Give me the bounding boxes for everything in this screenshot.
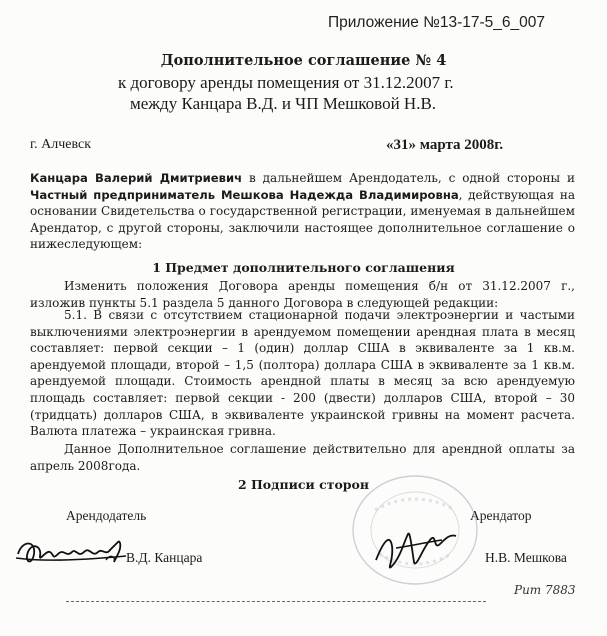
preamble-text-part2: , действующая на основании Свидетельства о государственной регистрации, именуемая в дальнейшем Арендатор, с другой стороны, заключили настоящее дополнительное соглашение о нижеследующем: [30,187,575,252]
preamble-text-part1: в дальнейшем Арендодатель, с одной стороны и [242,171,575,185]
section1-heading: 1 Предмет дополнительного соглашения [152,260,455,275]
document-subtitle-line1: к договору аренды помещения от 31.12.2007 г. [118,73,454,92]
section1-intro-paragraph: Изменить положения Договора аренды помещения б/н от 31.12.2007 г., изложив пункты 5.1 раздела 5 данного Договора в следующей редакции: [30,279,575,310]
landlord-signature-image [14,532,134,572]
landlord-label: Арендодатель [66,508,147,523]
appendix-label: Приложение №13-17-5_6_007 [328,14,545,31]
document-title: Дополнительное соглашение № 4 [160,52,447,69]
landlord-name: Канцара Валерий Дмитриевич [30,171,243,185]
handwritten-note: Рит 7883 [514,583,576,597]
validity-paragraph: Данное Дополнительное соглашение действительно для арендной оплаты за апрель 2008года. [30,442,575,473]
tenant-signature-name: Н.В. Мешкова [485,550,567,565]
section2-heading: 2 Подписи сторон [237,477,370,492]
section1-clause-paragraph: 5.1. В связи с отсутствием стационарной подачи электроэнергии и частыми выключениями электроэнергии в арендуемом помещении арендная плата в месяц составляет: первой секции – 1 (один) доллар США в эквиваленте за 1 кв.м. арендуемой площади, второй – 1,5 (полтора) доллара США в эквиваленте за 1 кв.м. арендуемой площади. Стоимость арендной платы в месяц за всю арендуемую площадь составляет: первой секции - 200 (двести) долларов США, второй – 30 (тридцать) долларов США, в эквиваленте украинской гривны на момент расчета. Валюта платежа – украинская гривна. [30,308,575,439]
signature-divider [66,601,486,602]
document-date: «31» марта 2008г. [386,137,504,153]
tenant-name: Частный предприниматель Мешкова Надежда Владимировна [30,187,459,202]
preamble-paragraph [30,170,575,253]
tenant-signature-image [370,520,470,580]
city-label: г. Алчевск [30,137,92,152]
document-subtitle-line2: между Канцара В.Д. и ЧП Мешковой Н.В. [130,94,437,113]
landlord-signature-name: В.Д. Канцара [126,550,203,565]
tenant-label: Арендатор [470,508,532,523]
